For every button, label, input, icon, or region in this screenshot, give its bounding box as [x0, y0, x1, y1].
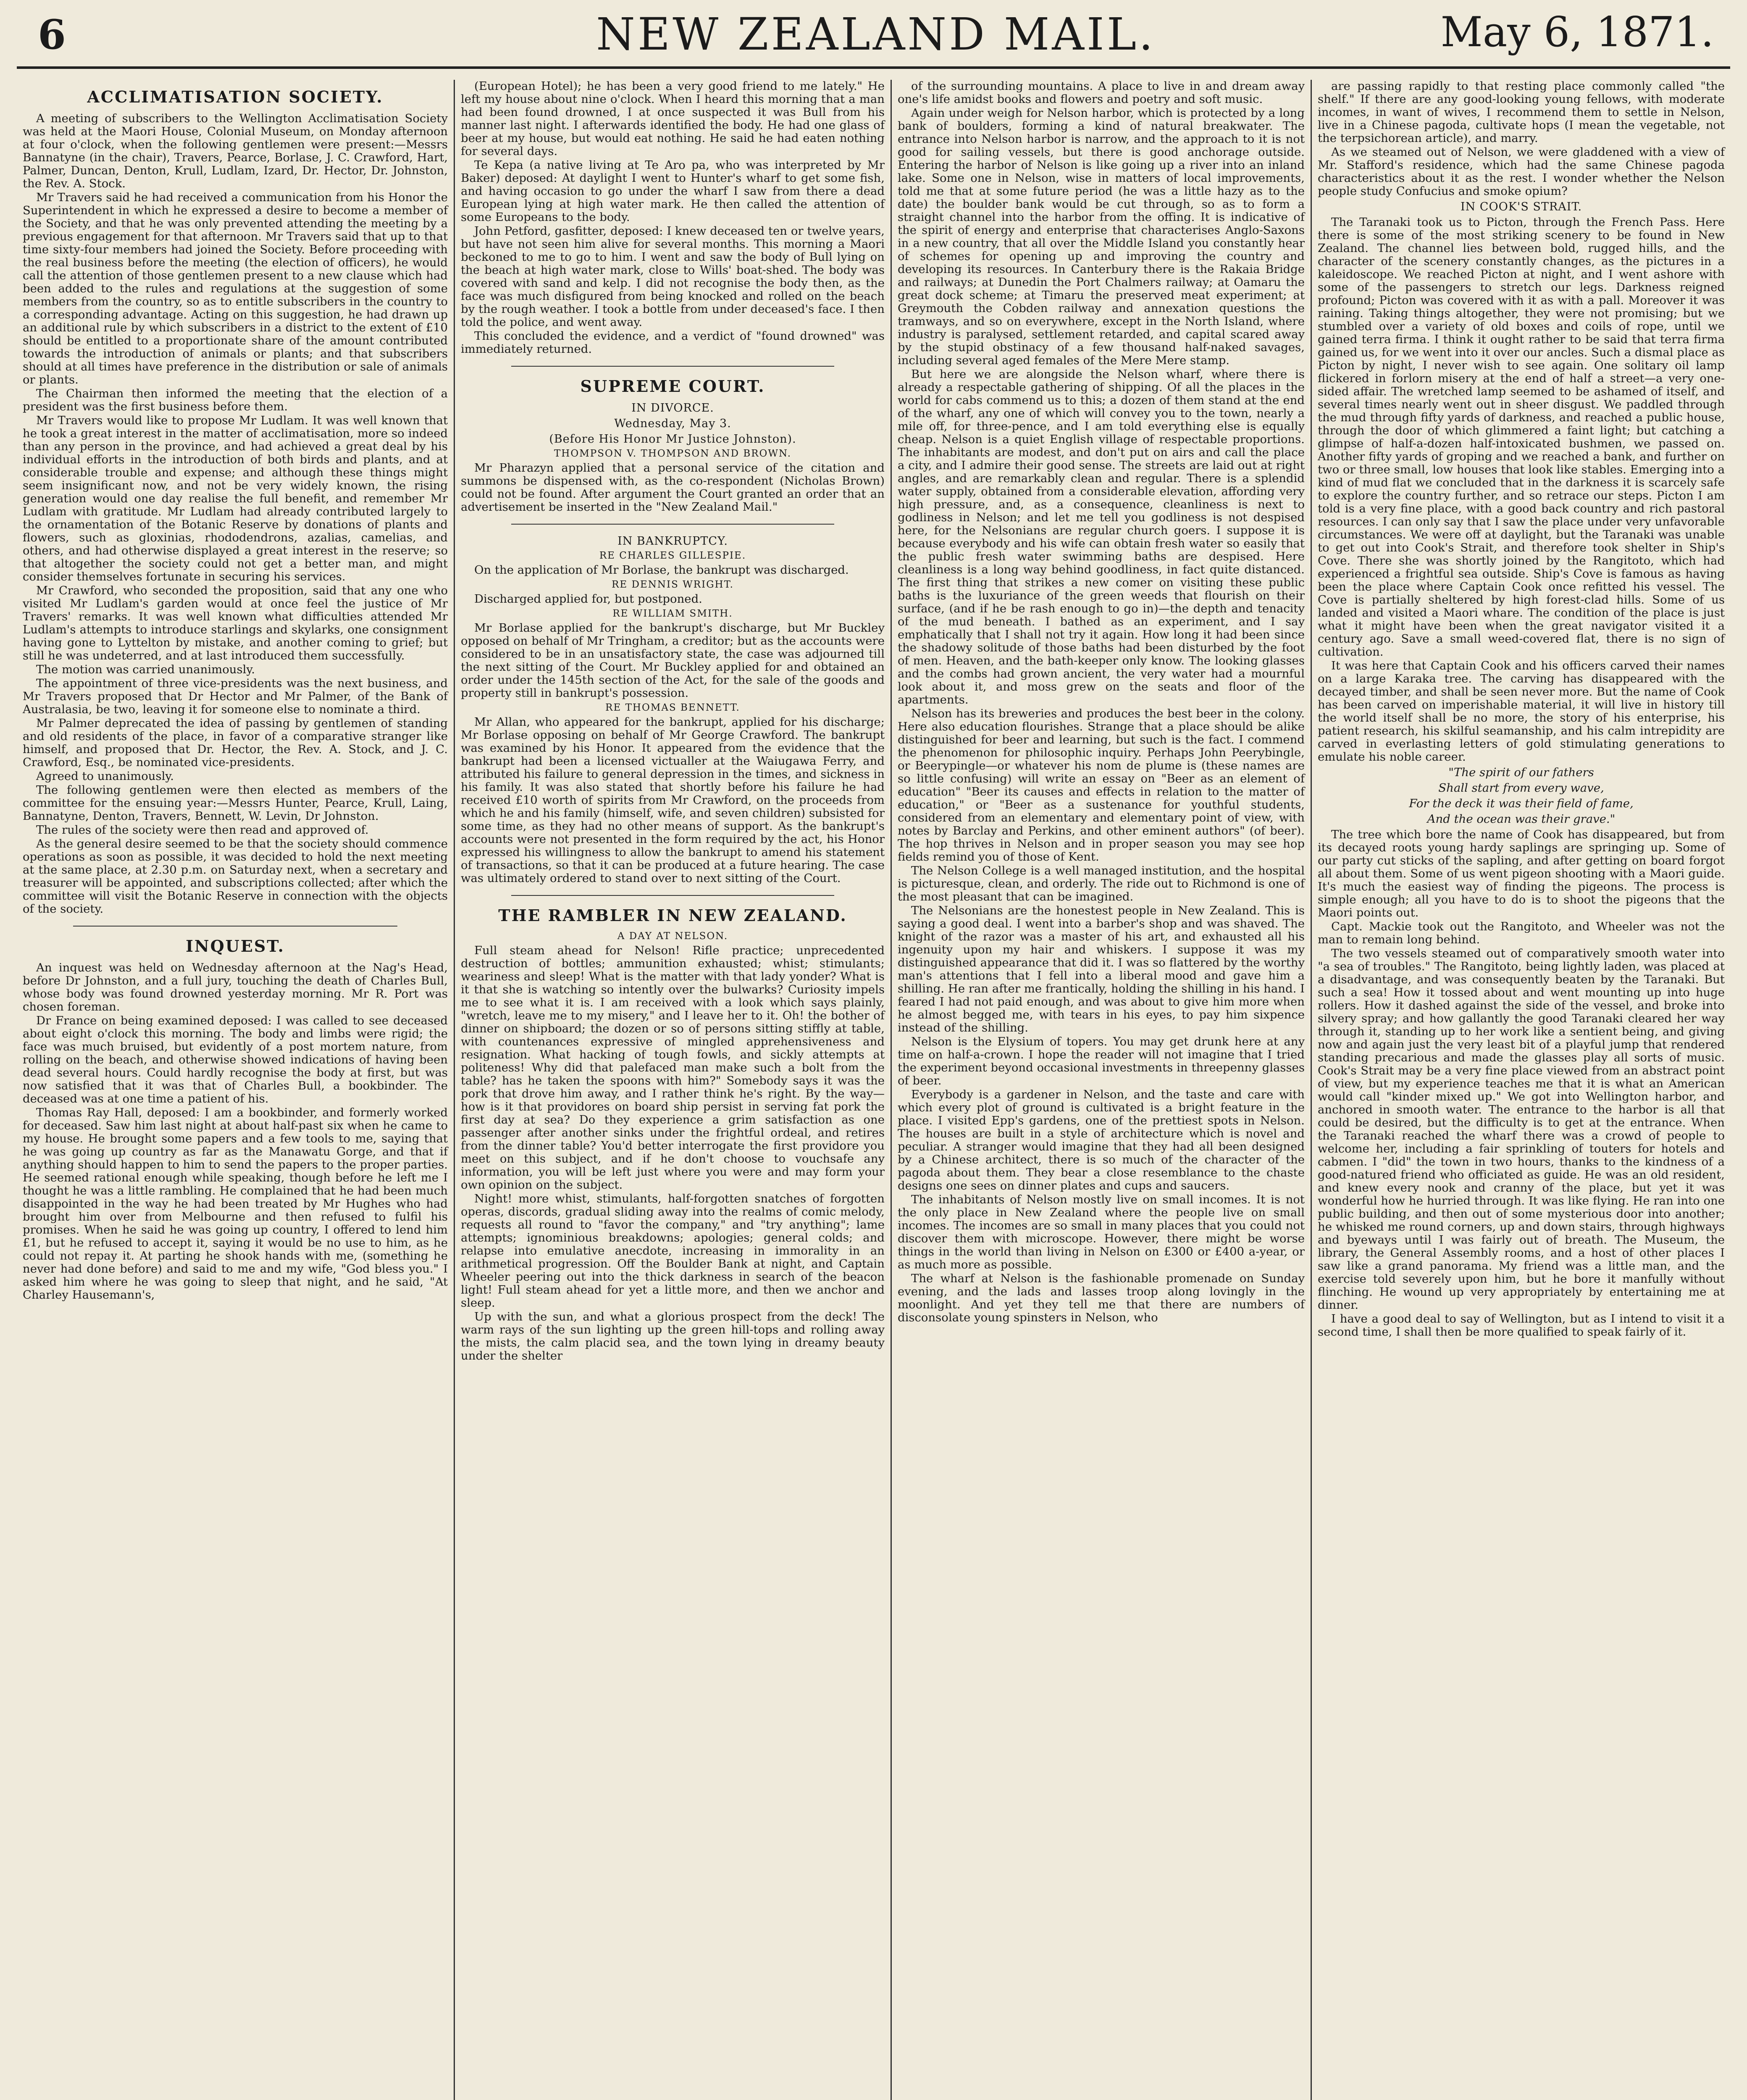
column-4 — [1311, 80, 1731, 2100]
article-paragraph: The two vessels steamed out of comparatively smooth water into "a sea of troubles." The Rangitoto, being lightly laden, was placed at a disadvantage, and was consequently beaten by the Taranaki. But such a sea! How it tossed about and went mounting up into huge rollers. How it dashed against the side of the vessel, and broke into silvery spray; and how gallantly the good Taranaki cleared her way through it, standing up to her work like a sentient being, and giving now and again just the very least bit of a playful jump that rendered standing precarious and made the glasses play all sorts of music. Cook's Strait may be a very fine place viewed from an abstract point of view, but my experience teaches me that it is what an American would call "kinder mixed up." We got into Wellington harbor, and anchored in smooth water. The entrance to the harbor is all that could be desired, but the difficulty is to get at the entrance. When the Taranaki reached the wharf there was a crowd of people to welcome her, including a fair sprinkling of touters for hotels and cabmen. I "did" the town in two hours, thanks to the kindness of a good-natured friend who officiated as guide. He was an old resident, and knew every nook and cranny of the place, but yet it was wonderful how he hurried through. It was like flying. He ran into one public building, and then out of some mysterious door into another; he whisked me round corners, up and down stairs, through highways and byeways until I was fairly out of breath. The Museum, the library, the General Assembly rooms, and a host of other places I saw like a grand panorama. My friend was a little man, and the exercise told severely upon him, but he bore it manfully without flinching. He wound up very appropriately by entertaining me at dinner. — [1318, 947, 1725, 1312]
article-paragraph: Everybody is a gardener in Nelson, and the taste and care with which every plot of ground is cultivated is a bright feature in the place. I visited Epp's gardens, one of the prettiest spots in Nelson. The houses are built in a style of architecture which is novel and peculiar. A stranger would imagine that they had all been designed by a Chinese architect, there is so much of the character of the pagoda about them. They bear a close resemblance to the chaste designs one sees on dinner plates and cups and saucers. — [898, 1088, 1305, 1192]
article-paragraph: The inhabitants of Nelson mostly live on small incomes. It is not the only place in New Zealand where the people live on small incomes. The incomes are so small in many places that you could not discover them with microscope. However, there might be worse things in the world than living in Nelson on £300 or £400 a-year, or as much more as possible. — [898, 1193, 1305, 1271]
article-paragraph: The Nelsonians are the honestest people in New Zealand. This is saying a good deal. I went into a barber's shop and was shaved. The knight of the razor was a master of his art, and exhausted all his ingenuity upon my hair and whiskers. I suppose it was my distinguished appearance that did it. I was so flattered by the worthy man's attentions that I fell into a liberal mood and gave him a shilling. He ran after me frantically, holding the shilling in his hand. I feared I had not paid enough, and was about to give him more when he almost begged me, with tears in his eyes, to pay him sixpence instead of the shilling. — [898, 904, 1305, 1034]
cooks-strait-text-continued — [1318, 828, 1725, 1339]
verse-line: And the ocean was their grave." — [1427, 812, 1616, 826]
divorce-case-title: THOMPSON V. THOMPSON AND BROWN. — [554, 448, 792, 459]
article-paragraph: The Chairman then informed the meeting that the election of a president was the first business before them. — [23, 387, 448, 413]
case-title: RE CHARLES GILLESPIE. — [599, 550, 746, 561]
case-title: RE WILLIAM SMITH. — [612, 608, 733, 619]
inquest-article — [23, 961, 448, 1302]
article-paragraph: As the general desire seemed to be that the society should commence operations as soon as possible, it was decided to hold the next meeting at the same place, at 2.30 p.m. on Saturday next, when a secretary and treasurer will be appointed, and subscriptions collected; after which the committee will visit the Botanic Reserve in connection with the objects of the society. — [23, 837, 448, 916]
article-paragraph: The tree which bore the name of Cook has disappeared, but from its decayed roots young hardy saplings are springing up. Some of our party cut sticks of the sapling, and after getting on board forgot all about them. Some of us went pigeon shooting with a Maori guide. It's much the easiest way of finding the pigeons. The process is simple enough; all you have to do is to shoot the pigeons that the Maori points out. — [1318, 828, 1725, 919]
article-paragraph: But here we are alongside the Nelson wharf, where there is already a respectable gathering of shipping. Of all the places in the world for cabs commend us to this; a dozen of them stand at the end of the wharf, any one of which will convey you to the town, nearly a mile off, for three-pence, and I am told everything else is equally cheap. Nelson is a quiet English village of respectable proportions. The inhabitants are modest, and don't put on airs and call the place a city, and I admire their good sense. The streets are laid out at right angles, and are remarkably clean and regular. There is a splendid water supply, obtained from a considerable elevation, affording very high pressure, and, as a consequence, cleanliness is next to godliness in Nelson; and let me tell you godliness is not despised here, for the Nelsonians are regular church goers. I suppose it is because everybody and his wife can obtain fresh water so easily that the public fresh water swimming baths are despised. Here cleanliness is a long way behind goodliness, in fact quite distanced. The first thing that strikes a new comer on visiting these public baths is the luxuriance of the green weeds that flourish on their surface, (and if he be rash enough to go in)—the depth and tenacity of the mud beneath. I bathed as an experiment, and I say emphatically that I shall not try it again. How long it had been since the shadowy solitude of those baths had been disturbed by the foot of men. Heaven, and the bath-keeper only know. The looking glasses and the combs had grown ancient, the very water had a mournful look about it, and moss grew on the seats and floor of the apartments. — [898, 368, 1305, 706]
column-1 — [17, 80, 454, 2100]
article-paragraph: An inquest was held on Wednesday afternoon at the Nag's Head, before Dr Johnston, and a full jury, touching the death of Charles Bull, whose body was found drowned yesterday morning. Mr R. Port was chosen foreman. — [23, 961, 448, 1013]
article-columns — [17, 80, 1731, 2100]
article-paragraph: Full steam ahead for Nelson! Rifle practice; unprecedented destruction of bottles; ammunition exhausted; whist; stimulants; weariness and sleep! What is the matter with that lady yonder? What is it that she is watching so intently over the bulwarks? Curiosity impels me to see what it is. I am received with a look which says plainly, "wretch, leave me to my misery," and I leave her to it. Oh! the bother of dinner on shipboard; the dozen or so of persons sitting stiffly at table, with countenances expressive of mingled apprehensiveness and resignation. What hacking of tough fowls, and sickly attempts at politeness! Why did that palefaced man make such a bolt from the table? has he taken the spoons with him?" Somebody says it was the pork that drove him away, and I rather think he's right. By the way—how is it that providores on board ship persist in serving fat pork the first day at sea? Do they experience a grim satisfaction as one passenger after another sinks under the frightful ordeal, and retires from the dinner table? You'd better interrogate the first providore you meet on this subject, and if he don't choose to vouchsafe any information, you will be left just where you were and may form your own opinion on the subject. — [461, 944, 885, 1192]
supreme-court-heading: SUPREME COURT. — [580, 377, 765, 396]
newspaper-title: NEW ZEALAND MAIL. — [596, 8, 1156, 60]
article-paragraph: Night! more whist, stimulants, half-forgotten snatches of forgotten operas, discords, gradual sliding away into the realms of comic melody, requests all round to "favor the company," and "try anything"; lame attempts; ignominious breakdowns; apologies; general colds; and relapse into emulative anecdote, increasing in immorality in an arithmetical progression. Off the Boulder Bank at night, and Captain Wheeler peering out into the thick darkness in search of the beacon light! Full steam ahead for yet a little more, and then we anchor and sleep. — [461, 1192, 885, 1310]
cooks-strait-text — [1318, 216, 1725, 764]
bankruptcy-heading: IN BANKRUPTCY. — [617, 535, 728, 548]
article-paragraph: Nelson is the Elysium of topers. You may get drunk here at any time on half-a-crown. I hope the reader will not imagine that I tried the experiment beyond occasional investments in threepenny glasses of beer. — [898, 1035, 1305, 1087]
rambler-heading: THE RAMBLER IN NEW ZEALAND. — [498, 906, 847, 925]
article-paragraph: The motion was carried unanimously. — [36, 663, 255, 676]
masthead-rule — [17, 66, 1730, 69]
article-paragraph: The following gentlemen were then elected as members of the committee for the ensuing year:—Messrs Hunter, Pearce, Krull, Laing, Bannatyne, Denton, Travers, Bennett, W. Levin, Dr Johnston. — [23, 783, 448, 823]
case-paragraph: Mr Borlase applied for the bankrupt's discharge, but Mr Buckley opposed on behalf of Mr Tringham, a creditor; but as the accounts were considered to be in an unsatisfactory state, the case was adjourned till the next sitting of the Court. Mr Buckley applied for and obtained an order under the 145th section of the Act, for the sale of the goods and property still in bankrupt's possession. — [461, 621, 885, 700]
column-separator — [511, 895, 834, 896]
rambler-subheading: A DAY AT NELSON. — [617, 931, 728, 942]
article-paragraph: Mr Travers would like to propose Mr Ludlam. It was well known that he took a great interest in the matter of acclimatisation, more so indeed than any person in the province, and had achieved a great deal by his individual efforts in the introduction of both birds and plants, and at considerable trouble and expense; and although these things might seem insignificant now, and not be very widely known, the rising generation would one day realise the full benefit, and remember Mr Ludlam with gratitude. Mr Ludlam had already contributed largely to the ornamentation of the Botanic Reserve by donations of plants and flowers, such as gloxinias, rhododendrons, azalias, camelias, and others, and had otherwise displayed a great interest in the reserve; so that altogether the society could not get a better man, and might consider themselves fortunate in securing his services. — [23, 414, 448, 583]
verse-quotation — [1318, 766, 1725, 826]
rambler-article — [461, 944, 885, 1362]
article-paragraph: Mr Crawford, who seconded the proposition, said that any one who visited Mr Ludlam's garden would at once feel the justice of Mr Travers' remarks. It was well known what difficulties attended Mr Ludlam's attempts to introduce starlings and skylarks, one consignment having gone to Lyttelton by mistake, and another coming to grief; but still he was undeterred, and at last introduced them successfully. — [23, 584, 448, 662]
article-paragraph: Agreed to unanimously. — [36, 769, 174, 783]
article-paragraph: Capt. Mackie took out the Rangitoto, and Wheeler was not the man to remain long behind. — [1318, 920, 1725, 946]
article-paragraph: Dr France on being examined deposed: I was called to see deceased about eight o'clock this morning. The body and limbs were rigid; the face was much bruised, but evidently of a post mortem nature, from rolling on the beach, and otherwise showed indications of having been dead several hours. Could hardly recognise the body at first, but was now satisfied that it was that of Charles Bull, a bookbinder. The deceased was at one time a patient of his. — [23, 1014, 448, 1105]
case-paragraph: Discharged applied for, but postponed. — [474, 592, 702, 606]
article-paragraph: The rules of the society were then read and approved of. — [36, 823, 369, 837]
rambler-article-continued — [898, 80, 1305, 1324]
inquest-article-continued — [461, 80, 885, 356]
article-paragraph: John Petford, gasfitter, deposed: I knew deceased ten or twelve years, but have not seen him alive for several months. This morning a Maori beckoned to me to go to him. I went and saw the body of Bull lying on the beach at high water mark, close to Wills' boat-shed. The body was covered with sand and kelp. I did not recognise the body then, as the face was much disfigured from being knocked and rolled on the beach by the rough weather. I took a bottle from under deceased's face. I then told the police, and went away. — [461, 224, 885, 329]
column-3 — [891, 80, 1311, 2100]
column-2 — [454, 80, 891, 2100]
case-paragraph: On the application of Mr Borlase, the bankrupt was discharged. — [474, 563, 849, 577]
divorce-bench: (Before His Honor Mr Justice Johnston). — [549, 433, 796, 446]
article-paragraph: Mr Palmer deprecated the idea of passing by gentlemen of standing and old residents of the place, in favor of a comparative stranger like himself, and proposed that Dr. Hector, the Rev. A. Stock, and J. C. Crawford, Esq., be nominated vice-presidents. — [23, 717, 448, 769]
article-paragraph: (European Hotel); he has been a very good friend to me lately." He left my house about nine o'clock. When I heard this morning that a man had been found drowned, I at once suspected it was Bull from his manner last night. I afterwards identified the body. He had one glass of beer at my house, but would eat nothing. He said he had eaten nothing for several days. — [461, 80, 885, 158]
issue-date: May 6, 1871. — [1440, 8, 1714, 56]
article-paragraph: Mr Travers said he had received a communication from his Honor the Superintendent in which he expressed a desire to become a member of the Society, and that he was only prevented attending the meeting by a previous engagement for that afternoon. Mr Travers said that up to that time sixty-four members had joined the Society. Before proceeding with the real business before the meeting (the election of officers), he would call the attention of those gentlemen present to a new clause which had been added to the rules and regulations at the suggestion of some members from the country, so as to entitle subscribers in the country to a corresponding advantage. Acting on this suggestion, he had drawn up an additional rule by which subscribers in a district to the extent of £10 should be entitled to a proportionate share of the amount contributed towards the introduction of animals or plants; and that subscribers should at all times have preference in the distribution or sale of animals or plants. — [23, 191, 448, 386]
divorce-date: Wednesday, May 3. — [614, 417, 731, 430]
article-paragraph: The appointment of three vice-presidents was the next business, and Mr Travers proposed that Dr Hector and Mr Palmer, of the Bank of Australasia, be two, leaving it for someone else to nominate a third. — [23, 677, 448, 716]
article-paragraph: Nelson has its breweries and produces the best beer in the colony. Here also education flourishes. Strange that a place should be alike distinguished for beer and learning, but such is the fact. I commend the phenomenon for philosophic inquiry. Perhaps John Peerybingle, or Beerypingle—or whatever his nom de plume is (these names are so little confusing) will write an essay on "Beer as an element of education" "Beer its causes and effects in relation to the matter of education," or "Beer as a sustenance for youthful students, considered from an elementary and elementary point of view, with notes by Barclay and Perkins, and other eminent authors" (of beer). The hop thrives in Nelson and in proper season you may see hop fields remind you of those of Kent. — [898, 707, 1305, 864]
case-title: RE THOMAS BENNETT. — [605, 702, 740, 713]
article-paragraph: It was here that Captain Cook and his officers carved their names on a large Karaka tree. The carving has disappeared with the decayed timber, and shall be seen never more. But the name of Cook has been carved on imperishable material, it will live in history till the world itself shall be no more, the story of his enterprise, his patient research, his skilful seamanship, and his calm intrepidity are carved in everlasting letters of gold stimulating generations to emulate his noble career. — [1318, 659, 1725, 764]
page-number: 6 — [38, 11, 66, 58]
article-paragraph: Thomas Ray Hall, deposed: I am a bookbinder, and formerly worked for deceased. Saw him last night at about half-past six when he came to my house. He brought some papers and a few tools to me, saying that he was going up country as far as the Manawatu Gorge, and that if anything should happen to him to send the papers to the proper parties. He seemed rational enough while speaking, though before he left me I thought he was a little rambling. He complained that he had been much disappointed in the way he had been treated by Mr Hughes who had brought him over from Melbourne and then refused to fulfil his promises. When he said he was going up country, I offered to lend him £1, but he refused to accept it, saying it would be no use to him, as he could not repay it. At parting he shook hands with me, (something he never had done before) and said to me and my wife, "God bless you." I asked him where he was going to sleep that night, and he said, "At Charley Hausemann's, — [23, 1106, 448, 1302]
article-paragraph: Again under weigh for Nelson harbor, which is protected by a long bank of boulders, forming a kind of natural breakwater. The entrance into Nelson harbor is narrow, and the approach to it is not good for sailing vessels, but there is good anchorage outside. Entering the harbor of Nelson is like going up a river into an inland lake. Some one in Nelson, wise in matters of local improvements, told me that at some future period (he was a little hazy as to the date) the boulder bank would be cut through, so as to form a straight channel into the harbor from the offing. It is indicative of the spirit of energy and enterprise that characterises Anglo-Saxons in a new country, that all over the Middle Island you constantly hear of schemes for opening up and improving the country and developing its resources. In Canterbury there is the Rakaia Bridge and railways; at Dunedin the Port Chalmers railway; at Oamaru the great dock scheme; at Timaru the preserved meat experiment; at Greymouth the Cobden railway and annexation questions the tramways, and so on everywhere, except in the North Island, where industry is paralysed, settlement retarded, and capital scared away by the stupid obstinacy of a few thousand half-naked savages, including several aged females of the Mere Mere stamp. — [898, 106, 1305, 367]
article-paragraph: The Nelson College is a well managed institution, and the hospital is picturesque, clean, and orderly. The ride out to Richmond is one of the most pleasant that can be imagined. — [898, 864, 1305, 903]
case-title: RE DENNIS WRIGHT. — [612, 579, 734, 590]
article-paragraph: Up with the sun, and what a glorious prospect from the deck! The warm rays of the sun lighting up the green hill-tops and rolling away the mists, the calm placid sea, and the town lying in dreamy beauty under the shelter — [461, 1310, 885, 1362]
article-paragraph: I have a good deal to say of Wellington, but as I intend to visit it a second time, I shall then be more qualified to speak fairly of it. — [1318, 1312, 1725, 1339]
article-paragraph: Te Kepa (a native living at Te Aro pa, who was interpreted by Mr Baker) deposed: At daylight I went to Hunter's wharf to get some fish, and having occasion to go under the wharf I saw from there a dead European lying at high water mark. He then called the attention of some Europeans to the body. — [461, 158, 885, 224]
verse-line: Shall start from every wave, — [1438, 781, 1604, 795]
cooks-strait-heading: IN COOK'S STRAIT. — [1460, 200, 1582, 213]
article-paragraph: are passing rapidly to that resting place commonly called "the shelf." If there are any good-looking young fellows, with moderate incomes, in want of wives, I recommend them to settle in Nelson, live in a Chinese pagoda, cultivate hops (I mean the vegetable, not the terpsichorean article), and marry. — [1318, 80, 1725, 145]
article-paragraph: A meeting of subscribers to the Wellington Acclimatisation Society was held at the Maori House, Colonial Museum, on Monday afternoon at four o'clock, when the following gentlemen were present:—Messrs Bannatyne (in the chair), Travers, Pearce, Borlase, J. C. Crawford, Hart, Palmer, Duncan, Denton, Krull, Ludlam, Izard, Dr. Hector, Dr. Johnston, the Rev. A. Stock. — [23, 112, 448, 190]
article-paragraph: The Taranaki took us to Picton, through the French Pass. Here there is some of the most striking scenery to be found in New Zealand. The channel lies between bold, rugged hills, and the character of the scenery constantly changes, as the pictures in a kaleidoscope. We reached Picton at night, and I went ashore with some of the passengers to stretch our legs. Darkness reigned profound; Picton was covered with it as with a pall. Moreover it was raining. Taking things altogether, they were not promising; but we stumbled over a variety of old boxes and coils of rope, until we gained terra firma. I think it ought rather to be said that terra firma gained us, for we went into it over our ancles. Such a dismal place as Picton by night, I never wish to see again. One solitary oil lamp flickered in forlorn misery at the end of half a street—a very one-sided affair. The wretched lamp seemed to be ashamed of itself, and several times nearly went out in sheer disgust. We paddled through the mud through fifty yards of darkness, and reached a public house, through the door of which glimmered a faint light; but catching a glimpse of half-a-dozen half-intoxicated bushmen, we passed on. Another fifty yards of groping and we reached a bank, and further on two or three small, low houses that look like stables. Emerging into a kind of mud flat we concluded that in the darkness it is scarcely safe to explore the country further, and so retrace our steps. Picton I am told is a very fine place, with a good back country and rich pastoral resources. I can only say that I saw the place under very unfavorable circumstances. We were off at daylight, but the Taranaki was unable to get out into Cook's Strait, and therefore took shelter in Ship's Cove. There she was shortly joined by the Rangitoto, which had experienced a frightful sea outside. Ship's Cove is famous as having been the place where Captain Cook once refitted his vessel. The Cove is partially sheltered by high forest-clad hills. Some of us landed and visited a Maori whare. The condition of the place is just what it might have been when the great navigator visited it a century ago. Save a small weed-covered flat, there is no sign of cultivation. — [1318, 215, 1725, 659]
column-separator — [73, 926, 397, 927]
verse-line: For the deck it was their field of fame, — [1409, 797, 1634, 810]
rambler-article-continued — [1318, 80, 1725, 198]
masthead — [38, 8, 1714, 67]
article-paragraph: This concluded the evidence, and a verdict of "found drowned" was immediately returned. — [461, 329, 885, 356]
article-paragraph: of the surrounding mountains. A place to live in and dream away one's life amidst books and flowers and poetry and soft music. — [898, 80, 1305, 106]
inquest-heading: INQUEST. — [186, 937, 285, 956]
divorce-heading: IN DIVORCE. — [631, 402, 714, 415]
column-separator — [511, 366, 834, 367]
column-separator — [511, 524, 834, 525]
article-paragraph: The wharf at Nelson is the fashionable promenade on Sunday evening, and the lads and lasses troop along lovingly in the moonlight. And yet they tell me that there are numbers of disconsolate young spinsters in Nelson, who — [898, 1272, 1305, 1324]
acclimatisation-heading: ACCLIMATISATION SOCIETY. — [87, 87, 384, 106]
case-paragraph: Mr Allan, who appeared for the bankrupt, applied for his discharge; Mr Borlase opposing on behalf of Mr George Crawford. The bankrupt was examined by his Honor. It appeared from the evidence that the bankrupt had been a licensed victualler at the Waiugawa Ferry, and attributed his failure to general depression in the times, and sickness in his family. It was also stated that shortly before his failure he had received £10 worth of spirits from Mr Crawford, on the proceeds from which he and his family (himself, wife, and seven children) subsisted for some time, as they had no other means of support. As the bankrupt's accounts were not presented in the form required by the act, his Honor expressed his willingness to allow the bankrupt to amend his statement of transactions, so that it can be produced at a future hearing. The case was ultimately ordered to stand over to next sitting of the Court. — [461, 715, 885, 885]
divorce-paragraph: Mr Pharazyn applied that a personal service of the citation and summons be dispensed with, as the co-respondent (Nicholas Brown) could not be found. After argument the Court granted an order that an advertisement be inserted in the "New Zealand Mail." — [461, 461, 885, 514]
acclimatisation-article — [23, 112, 448, 916]
verse-line: "The spirit of our fathers — [1448, 766, 1594, 779]
article-paragraph: As we steamed out of Nelson, we were gladdened with a view of Mr. Stafford's residence, which had the same Chinese pagoda characteristics about it as the rest. I wonder whether the Nelson people study Confucius and smoke opium? — [1318, 145, 1725, 198]
